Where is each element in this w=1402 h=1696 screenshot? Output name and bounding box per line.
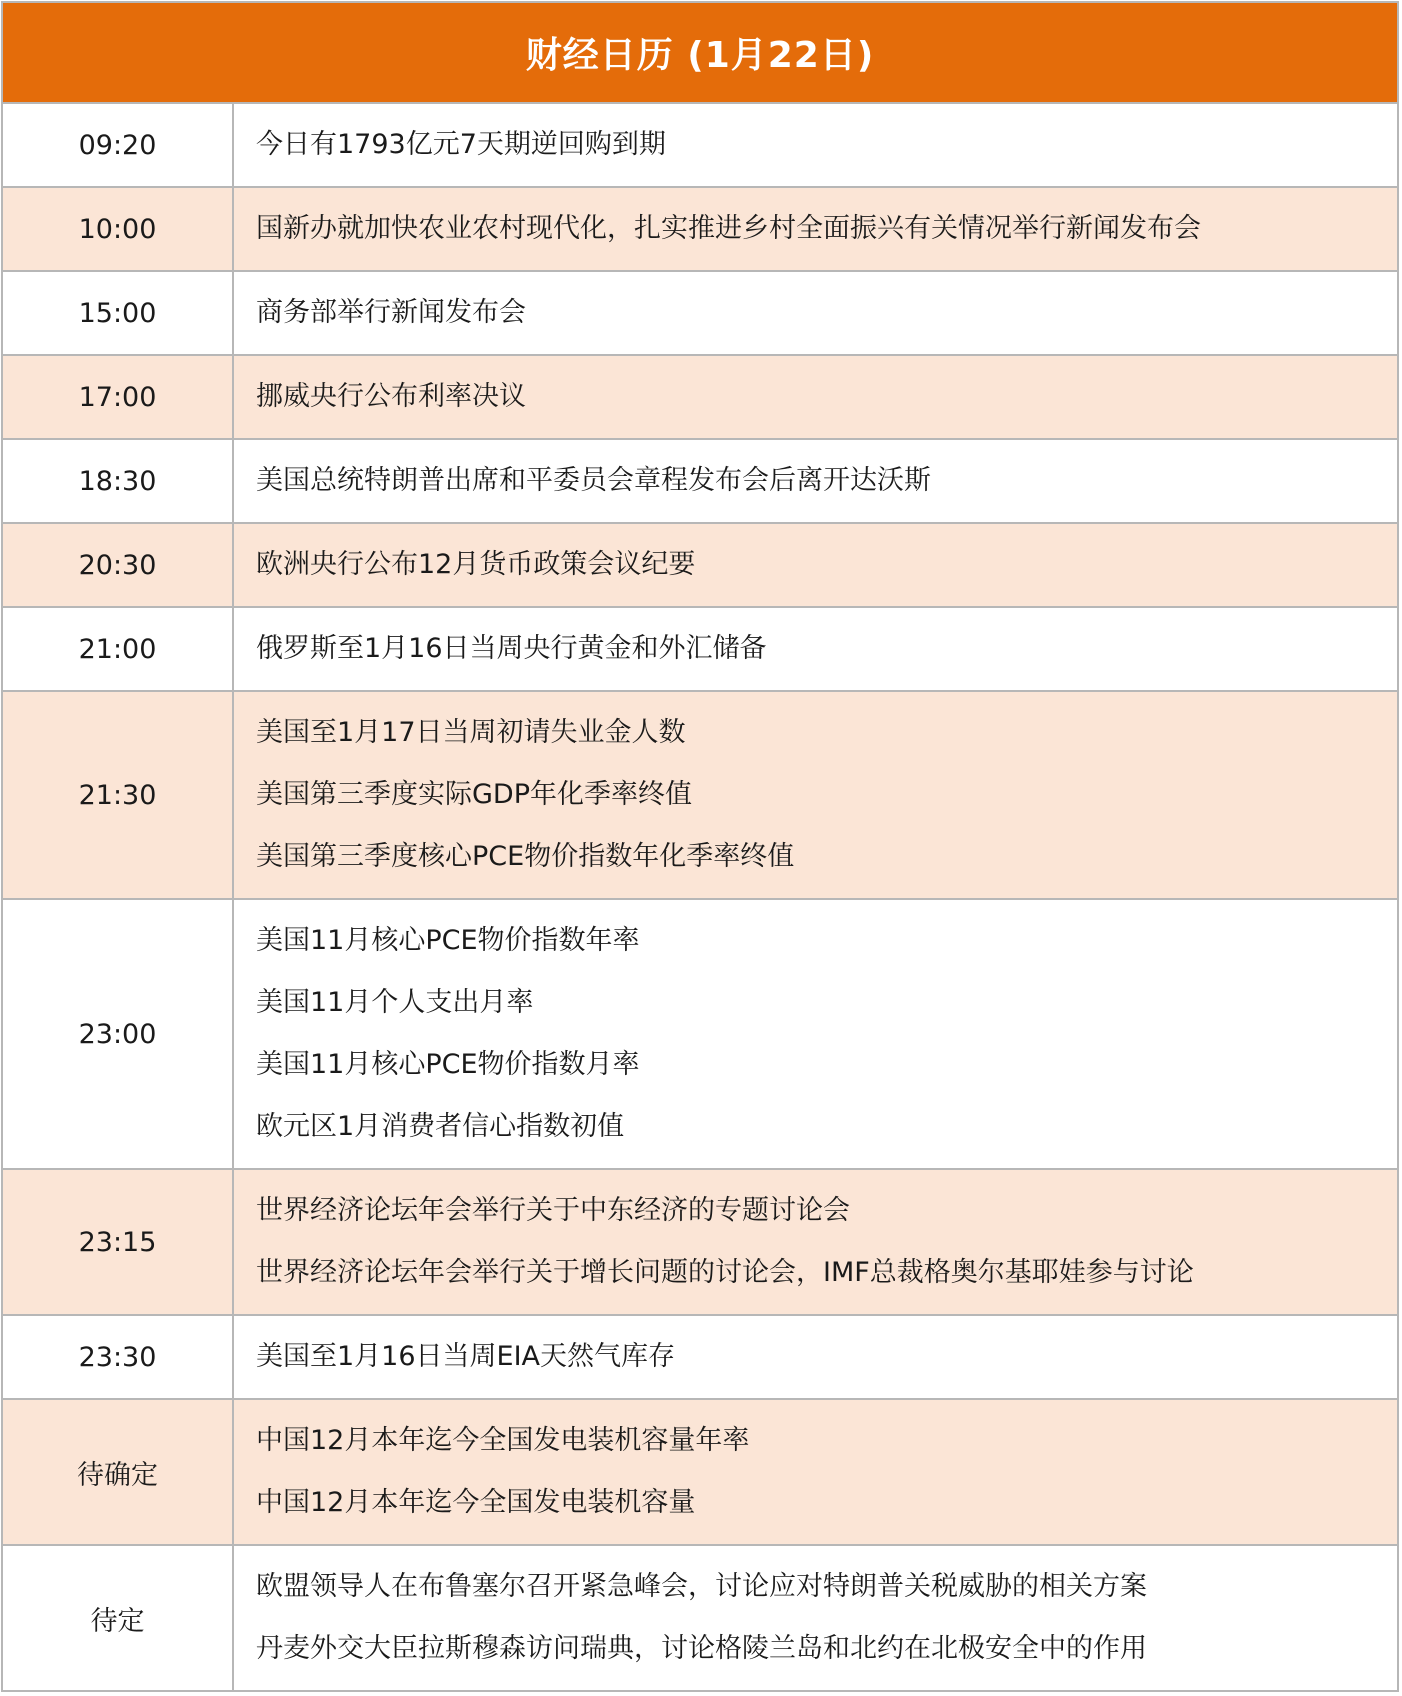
event-item: 丹麦外交大臣拉斯穆森访问瑞典，讨论格陵兰岛和北约在北极安全中的作用 — [256, 1633, 1147, 1664]
time-cell: 23:30 — [3, 1316, 234, 1398]
events-cell — [234, 104, 1397, 186]
event-item: 美国11月核心PCE物价指数年率 — [256, 925, 640, 956]
calendar-row — [3, 188, 1397, 272]
calendar-row — [3, 440, 1397, 524]
event-item: 挪威央行公布利率决议 — [256, 381, 526, 412]
financial-calendar — [1, 1, 1399, 1692]
events-cell — [234, 1170, 1397, 1314]
events-cell — [234, 188, 1397, 270]
calendar-row — [3, 104, 1397, 188]
time-cell: 23:15 — [3, 1170, 234, 1314]
event-item: 欧洲央行公布12月货币政策会议纪要 — [256, 549, 696, 580]
calendar-header — [3, 3, 1397, 104]
time-cell: 20:30 — [3, 524, 234, 606]
calendar-row — [3, 272, 1397, 356]
event-item: 欧元区1月消费者信心指数初值 — [256, 1111, 625, 1142]
time-cell: 17:00 — [3, 356, 234, 438]
event-item: 美国第三季度核心PCE物价指数年化季率终值 — [256, 841, 795, 872]
calendar-row — [3, 356, 1397, 440]
events-cell — [234, 440, 1397, 522]
event-item: 俄罗斯至1月16日当周央行黄金和外汇储备 — [256, 633, 767, 664]
time-cell: 09:20 — [3, 104, 234, 186]
calendar-title: 财经日历 (1月22日) — [525, 35, 875, 76]
event-item: 美国总统特朗普出席和平委员会章程发布会后离开达沃斯 — [256, 465, 931, 496]
events-cell — [234, 1400, 1397, 1544]
time-cell: 待确定 — [3, 1400, 234, 1544]
event-item: 中国12月本年迄今全国发电装机容量年率 — [256, 1425, 750, 1456]
calendar-row — [3, 524, 1397, 608]
event-item: 美国至1月17日当周初请失业金人数 — [256, 717, 686, 748]
time-cell: 23:00 — [3, 900, 234, 1168]
time-cell: 10:00 — [3, 188, 234, 270]
calendar-rows — [3, 104, 1397, 1690]
event-item: 世界经济论坛年会举行关于增长问题的讨论会，IMF总裁格奥尔基耶娃参与讨论 — [256, 1257, 1194, 1288]
event-item: 国新办就加快农业农村现代化，扎实推进乡村全面振兴有关情况举行新闻发布会 — [256, 213, 1201, 244]
event-item: 商务部举行新闻发布会 — [256, 297, 526, 328]
events-cell — [234, 1546, 1397, 1690]
calendar-row — [3, 1546, 1397, 1690]
events-cell — [234, 692, 1397, 898]
event-item: 美国第三季度实际GDP年化季率终值 — [256, 779, 692, 810]
events-cell — [234, 1316, 1397, 1398]
event-item: 美国11月核心PCE物价指数月率 — [256, 1049, 640, 1080]
event-item: 中国12月本年迄今全国发电装机容量 — [256, 1487, 696, 1518]
events-cell — [234, 356, 1397, 438]
calendar-row — [3, 900, 1397, 1170]
events-cell — [234, 900, 1397, 1168]
event-item: 欧盟领导人在布鲁塞尔召开紧急峰会，讨论应对特朗普关税威胁的相关方案 — [256, 1571, 1147, 1602]
event-item: 今日有1793亿元7天期逆回购到期 — [256, 129, 666, 160]
calendar-row — [3, 608, 1397, 692]
events-cell — [234, 608, 1397, 690]
time-cell: 待定 — [3, 1546, 234, 1690]
time-cell: 21:30 — [3, 692, 234, 898]
calendar-row — [3, 1400, 1397, 1546]
calendar-row — [3, 692, 1397, 900]
events-cell — [234, 272, 1397, 354]
events-cell — [234, 524, 1397, 606]
time-cell: 18:30 — [3, 440, 234, 522]
calendar-row — [3, 1170, 1397, 1316]
event-item: 世界经济论坛年会举行关于中东经济的专题讨论会 — [256, 1195, 850, 1226]
event-item: 美国至1月16日当周EIA天然气库存 — [256, 1341, 676, 1372]
calendar-row — [3, 1316, 1397, 1400]
time-cell: 21:00 — [3, 608, 234, 690]
event-item: 美国11月个人支出月率 — [256, 987, 534, 1018]
time-cell: 15:00 — [3, 272, 234, 354]
